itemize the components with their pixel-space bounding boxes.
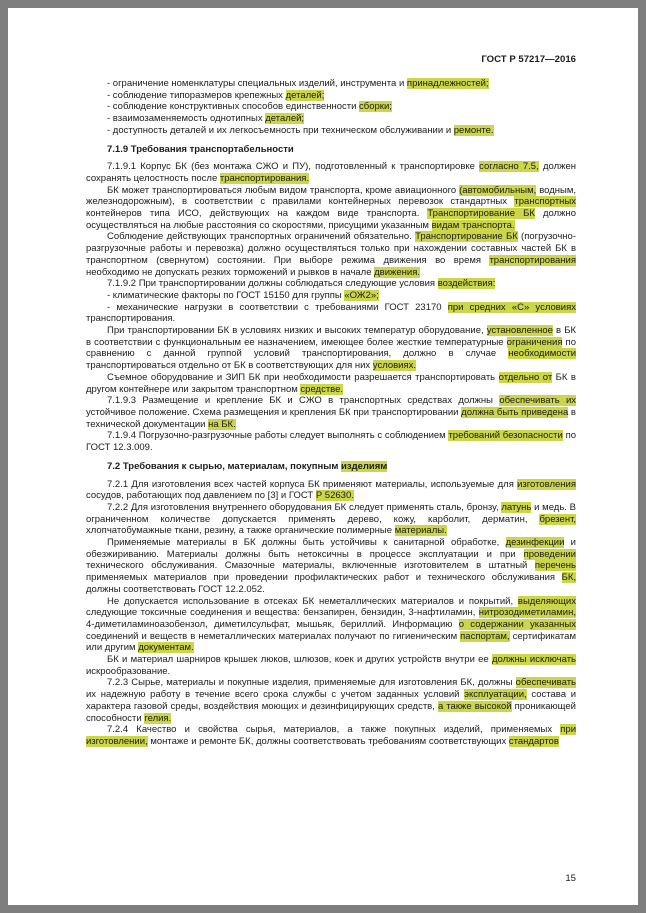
paragraph: [86, 654, 576, 677]
text-highlight: должны исключать: [492, 654, 576, 666]
text-highlight: дезинфекции: [505, 537, 565, 549]
text-highlight: нитрозодиметиламин,: [478, 607, 576, 619]
text-highlight: латунь: [501, 501, 532, 513]
document-page: [8, 8, 638, 905]
paragraph: [86, 395, 576, 430]
text-highlight: необходимости: [508, 348, 576, 360]
paragraph: [86, 185, 576, 232]
text-highlight: ограничения: [506, 336, 563, 348]
text-highlight: изделиям: [341, 460, 388, 472]
paragraph: [86, 677, 576, 724]
text-highlight: транспортирования.: [219, 172, 310, 184]
text-highlight: материалы.: [394, 525, 447, 537]
text-highlight: деталей;: [265, 113, 305, 125]
text-run: следующие токсичные соединения и вещества: бензапирен, бензидин, 3-нафтиламин,: [86, 607, 479, 619]
text-run: транспортирования.: [86, 313, 176, 325]
document-header-designation: ГОСТ Р 57217—2016: [481, 54, 576, 65]
text-run: 7.2.1 Для изготовления всех частей корпуса БК применяют материалы, используемые для: [107, 478, 518, 490]
text-highlight: паспортам,: [460, 630, 510, 642]
text-run: БК в другом контейнере или закрытом транспортном: [86, 371, 576, 395]
paragraph: [86, 502, 576, 537]
text-run: по ГОСТ 12.3.009.: [86, 430, 576, 454]
text-run: 7.2.3 Сырье, материалы и покупные изделия, применяемые для изготовления БК, должны: [107, 677, 516, 689]
text-run: состава и характера газовой среды, воздействия моющих и дезинфицирующих средств,: [86, 689, 577, 712]
text-run: транспортироваться отдельно от БК в соответствующих для них: [86, 360, 373, 372]
list-item: [86, 290, 576, 302]
text-highlight: при средних «С» условиях: [447, 301, 577, 313]
text-highlight: изготовления: [517, 478, 576, 490]
text-highlight: о содержании указанных: [458, 618, 577, 630]
text-highlight: эксплуатации,: [464, 689, 527, 701]
text-highlight: Транспортирование БК: [415, 231, 518, 243]
text-highlight: транспортных: [514, 196, 576, 208]
text-run: БК может транспортироваться любым видом транспорта, кроме авиационного: [107, 184, 460, 196]
text-highlight: проведении: [523, 548, 576, 560]
text-highlight: средстве.: [300, 383, 344, 395]
list-item: [86, 302, 576, 325]
text-highlight: Р 52630.: [315, 490, 354, 502]
text-run: контейнеров типа ИСО, действующих на каждом виде транспорта.: [86, 208, 428, 220]
text-run: по сравнению с данной группой условий транспортирования, должно в случае: [86, 336, 576, 360]
text-highlight: перечень: [534, 560, 576, 572]
text-run: - механические нагрузки в соответствии с требованиями ГОСТ 23170: [107, 301, 448, 313]
text-run: (погрузочно-разгрузочные работы и перевозка) должно осуществляться только при нахождении составных частей БК в транспортном (свернутом) состоянии. При выборе режима движения во время: [86, 231, 577, 266]
text-run: в БК в соответствии с функциональным ее назначением, имеющее более жесткие температурные: [86, 325, 576, 348]
text-run: 4-диметиламиноазобензол, диметилсульфат, мышьяк, бериллий. Информацию: [86, 618, 459, 630]
text-run: - соблюдение типоразмеров крепежных: [107, 89, 286, 101]
paragraph: [86, 596, 576, 655]
paragraph: [86, 479, 576, 502]
text-highlight: Транспортирование БК: [427, 208, 535, 220]
text-highlight: обеспечивать их: [499, 395, 577, 407]
text-run: Не допускается использование в отсеках БК неметаллических материалов и покрытий,: [107, 595, 518, 607]
text-run: 7.2.2 Для изготовления внутреннего оборудования БК следует применять сталь, бронзу,: [107, 501, 502, 513]
text-run: - доступность деталей и их легкосъемность при техническом обслуживании и: [107, 124, 454, 136]
paragraph: [86, 325, 576, 372]
text-highlight: «ОЖ2»;: [344, 289, 379, 301]
text-highlight: выделяющих: [517, 595, 576, 607]
list-item: [86, 78, 576, 90]
text-run: - взаимозаменяемость однотипных: [107, 113, 266, 125]
text-run: Применяемые материалы в БК должны быть устойчивы к санитарной обработке,: [107, 537, 506, 549]
list-item: [86, 101, 576, 113]
text-run: 7.1.9.2 При транспортировании должны соблюдаться следующие условия: [107, 278, 438, 290]
text-run: - климатические факторы по ГОСТ 15150 для группы: [107, 289, 345, 301]
text-highlight: транспортирования: [489, 254, 576, 266]
text-run: применяемых материалов при проведении профилактических работ и технического обслуживания: [86, 572, 562, 584]
text-run: 7.1.9 Требования транспортабельности: [107, 143, 294, 155]
text-highlight: ремонте.: [453, 124, 494, 136]
text-run: проникающей способности: [86, 700, 576, 724]
paragraph: [86, 724, 576, 747]
text-run: - соблюдение конструктивных способов единственности: [107, 101, 360, 113]
text-highlight: гелия.: [144, 712, 172, 724]
text-highlight: движения.: [374, 266, 421, 278]
text-run: и обезжириванию. Материалы должны быть нетоксичны в процессе эксплуатации и при: [86, 537, 576, 560]
text-highlight: обеспечивать: [515, 677, 576, 689]
text-highlight: а также высокой: [437, 700, 512, 712]
page-number: 15: [565, 873, 576, 884]
text-highlight: должна быть приведена: [461, 406, 569, 418]
text-highlight: деталей;: [285, 89, 325, 101]
list-item: [86, 125, 576, 137]
document-body: [86, 78, 576, 748]
text-run: сертификатам или другим: [86, 630, 576, 654]
text-run: 7.1.9.3 Размещение и крепление БК и СЖО в транспортных средствах должны: [107, 395, 500, 407]
paragraph: [86, 278, 576, 290]
text-run: соединений и веществ в неметаллических материалах получают по гигиеническим: [86, 630, 461, 642]
text-highlight: условиях.: [372, 360, 417, 372]
text-run: 7.2 Требования к сырью, материалам, покупным: [107, 460, 342, 472]
text-run: искрообразование.: [86, 665, 171, 677]
text-run: водным, железнодорожным), в соответствии с правилами контейнерных перевозок стандартных: [86, 184, 576, 208]
text-run: 7.1.9.4 Погрузочно-разгрузочные работы следует выполнять с соблюдением: [107, 430, 449, 442]
paragraph: [86, 161, 576, 184]
text-highlight: принадлежностей;: [406, 78, 489, 89]
text-highlight: видам транспорта.: [431, 219, 515, 231]
text-run: 7.2.4 Качество и свойства сырья, материалов, а также покупных изделий, применяемых: [107, 724, 561, 736]
text-highlight: сборки;: [359, 101, 392, 113]
paragraph: [86, 430, 576, 453]
paragraph: [86, 537, 576, 596]
text-run: 7.1.9.1 Корпус БК (без монтажа СЖО и ПУ), подготовленный к транспортировке: [107, 161, 480, 173]
text-run: хлопчатобумажные ткани, резину, а также органические полимерные: [86, 525, 395, 537]
text-run: технического обслуживания. Смазочные материалы, включенные изготовителем в штатный: [86, 560, 535, 572]
text-highlight: отдельно от: [498, 371, 553, 383]
text-run: монтаже и ремонте БК, должны соответствовать требованиям соответствующих: [147, 735, 509, 747]
text-run: в технической документации: [86, 406, 576, 430]
list-item: [86, 113, 576, 125]
text-run: Соблюдение действующих транспортных ограничений обязательно.: [107, 231, 416, 243]
section-heading: [86, 461, 576, 473]
text-run: устойчивое положение. Схема размещения и крепления БК при транспортировании: [86, 406, 462, 418]
text-highlight: стандартов: [508, 735, 559, 747]
text-run: необходимо не допускать резких торможений и рывков в начале: [86, 266, 375, 278]
text-run: сосудов, работающих под давлением по [3] и ГОСТ: [86, 490, 316, 502]
text-run: должен сохранять целостность после: [86, 161, 577, 184]
text-highlight: воздействия:: [437, 278, 496, 290]
text-highlight: документам.: [138, 642, 194, 654]
text-highlight: установленное: [486, 325, 553, 337]
text-highlight: брезент,: [539, 513, 576, 525]
paragraph: [86, 372, 576, 395]
paragraph: [86, 231, 576, 278]
text-run: - ограничение номенклатуры специальных изделий, инструмента и: [107, 78, 407, 89]
text-run: и медь. В ограниченном количестве допускается применять дерево, кожу, карболит, дерматин,: [86, 501, 576, 525]
text-run: должны соответствовать ГОСТ 12.2.052.: [86, 583, 265, 595]
text-run: Съемное оборудование и ЗИП БК при необходимости разрешается транспортировать: [107, 371, 499, 383]
text-highlight: согласно 7.5,: [479, 161, 539, 173]
text-run: БК и материал шарниров крышек люков, шлюзов, коек и других устройств внутри ее: [107, 654, 493, 666]
section-heading: [86, 144, 576, 156]
text-highlight: (автомобильным,: [459, 184, 537, 196]
text-highlight: БК,: [561, 572, 576, 584]
text-run: должно осуществляться на любые расстояния со скоростями, присущими указанным: [86, 208, 576, 231]
text-run: При транспортировании БК в условиях низких и высоких температур оборудование,: [107, 325, 487, 337]
text-run: их надежную работу в течение всего срока службы с учетом заданных условий: [86, 689, 465, 701]
text-highlight: на БК.: [208, 418, 236, 430]
text-highlight: при изготовлении,: [86, 724, 576, 747]
text-highlight: требований безопасности: [448, 430, 563, 442]
list-item: [86, 90, 576, 102]
